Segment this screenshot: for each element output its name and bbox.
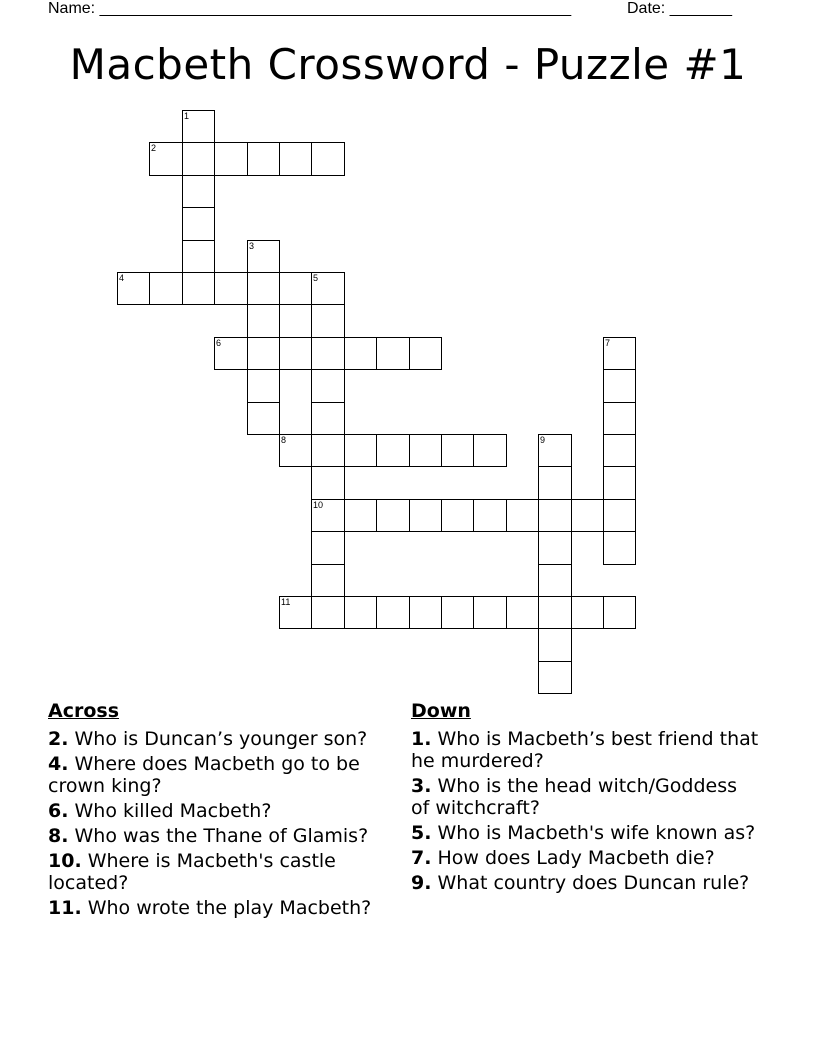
- clue-number: 5.: [411, 822, 432, 844]
- grid-cell[interactable]: [473, 596, 507, 629]
- grid-cell[interactable]: [182, 207, 215, 241]
- cell-number: 6: [216, 338, 222, 348]
- grid-cell[interactable]: [149, 272, 183, 305]
- grid-cell[interactable]: [279, 142, 312, 176]
- across-clue: [48, 800, 398, 822]
- cell-number: 2: [151, 143, 157, 153]
- clue-text: Who killed Macbeth?: [68, 800, 272, 822]
- grid-cell[interactable]: [603, 434, 636, 467]
- grid-cell[interactable]: [311, 142, 345, 176]
- grid-cell[interactable]: [473, 499, 507, 532]
- clue-number: 9.: [411, 872, 432, 894]
- across-clue: [48, 825, 398, 847]
- grid-cell[interactable]: [506, 499, 539, 532]
- down-clue: [411, 822, 761, 844]
- grid-cell[interactable]: [409, 499, 442, 532]
- clue-text: Who is Duncan’s younger son?: [68, 728, 368, 750]
- grid-cell[interactable]: [538, 499, 572, 532]
- grid-cell[interactable]: [311, 304, 345, 338]
- grid-cell[interactable]: [603, 402, 636, 435]
- clue-number: 2.: [48, 728, 69, 750]
- cell-number: 7: [605, 338, 611, 348]
- down-clue: [411, 728, 761, 772]
- grid-cell[interactable]: [376, 337, 410, 370]
- across-heading: Across: [48, 700, 120, 722]
- clue-text: Who wrote the play Macbeth?: [81, 897, 372, 919]
- grid-cell[interactable]: [441, 499, 474, 532]
- down-clues: [411, 700, 761, 897]
- clue-text: How does Lady Macbeth die?: [431, 847, 715, 869]
- grid-cell[interactable]: [311, 337, 345, 370]
- across-clue: [48, 753, 398, 797]
- grid-cell[interactable]: [247, 337, 280, 370]
- grid-cell[interactable]: [409, 596, 442, 629]
- grid-cell[interactable]: [182, 175, 215, 208]
- grid-cell[interactable]: [182, 142, 215, 176]
- grid-cell[interactable]: [538, 596, 572, 629]
- grid-cell[interactable]: [214, 142, 248, 176]
- clue-text: Where is Macbeth's castle located?: [48, 850, 336, 894]
- cell-number: 4: [119, 273, 125, 283]
- grid-cell[interactable]: [311, 596, 345, 629]
- grid-cell[interactable]: [311, 434, 345, 467]
- grid-cell[interactable]: [344, 434, 377, 467]
- grid-cell[interactable]: [344, 499, 377, 532]
- grid-cell[interactable]: [571, 499, 604, 532]
- down-clue: [411, 775, 761, 819]
- grid-cell[interactable]: [214, 272, 248, 305]
- grid-cell[interactable]: [311, 564, 345, 597]
- grid-cell[interactable]: [279, 337, 312, 370]
- clue-number: 3.: [411, 775, 432, 797]
- clue-text: Who is Macbeth's wife known as?: [431, 822, 756, 844]
- grid-cell[interactable]: [603, 596, 636, 629]
- clue-text: Who is Macbeth’s best friend that he murdered?: [411, 728, 759, 772]
- clue-number: 11.: [48, 897, 82, 919]
- across-clue: [48, 897, 398, 919]
- grid-cell[interactable]: [182, 240, 215, 273]
- page-title: Macbeth Crossword - Puzzle #1: [69, 40, 747, 89]
- grid-cell[interactable]: [376, 596, 410, 629]
- grid-cell[interactable]: [376, 434, 410, 467]
- across-clue: [48, 850, 398, 894]
- clue-text: What country does Duncan rule?: [431, 872, 750, 894]
- grid-cell[interactable]: [247, 402, 280, 435]
- grid-cell[interactable]: [603, 466, 636, 500]
- clue-text: Who was the Thane of Glamis?: [68, 825, 369, 847]
- grid-cell[interactable]: [603, 369, 636, 403]
- grid-cell[interactable]: [344, 596, 377, 629]
- grid-cell[interactable]: [506, 596, 539, 629]
- grid-cell[interactable]: [409, 337, 442, 370]
- grid-cell[interactable]: [182, 272, 215, 305]
- across-clues: [48, 700, 398, 922]
- clue-number: 6.: [48, 800, 69, 822]
- grid-cell[interactable]: [603, 499, 636, 532]
- grid-cell[interactable]: [247, 304, 280, 338]
- grid-cell[interactable]: [247, 369, 280, 403]
- across-clue: [48, 728, 398, 750]
- clue-text: Who is the head witch/Goddess of witchcraft?: [411, 775, 738, 819]
- grid-cell[interactable]: [311, 369, 345, 403]
- grid-cell[interactable]: [344, 337, 377, 370]
- grid-cell[interactable]: [538, 564, 572, 597]
- grid-cell[interactable]: [603, 531, 636, 565]
- cell-number: 3: [249, 241, 255, 251]
- grid-cell[interactable]: [279, 272, 312, 305]
- grid-cell[interactable]: [247, 272, 280, 305]
- clue-number: 7.: [411, 847, 432, 869]
- grid-cell[interactable]: [441, 596, 474, 629]
- down-clue: [411, 847, 761, 869]
- grid-cell[interactable]: [441, 434, 474, 467]
- down-clue: [411, 872, 761, 894]
- grid-cell[interactable]: [538, 466, 572, 500]
- grid-cell[interactable]: [538, 661, 572, 694]
- grid-cell[interactable]: [247, 142, 280, 176]
- grid-cell[interactable]: [538, 531, 572, 565]
- cell-number: 10: [313, 500, 324, 510]
- clue-number: 10.: [48, 850, 82, 872]
- grid-cell[interactable]: [311, 466, 345, 500]
- cell-number: 11: [281, 597, 291, 607]
- cell-number: 5: [313, 273, 319, 283]
- down-heading: Down: [411, 700, 471, 722]
- grid-cell[interactable]: [571, 596, 604, 629]
- grid-cell[interactable]: [311, 531, 345, 565]
- clue-number: 1.: [411, 728, 432, 750]
- cell-number: 1: [184, 111, 190, 121]
- cell-number: 9: [540, 435, 546, 445]
- clue-text: Where does Macbeth go to be crown king?: [48, 753, 360, 797]
- date-line: Date: _______: [627, 0, 732, 17]
- clue-number: 4.: [48, 753, 69, 775]
- name-line: Name: _____________________________________________________: [48, 0, 572, 17]
- grid-cell[interactable]: [473, 434, 507, 467]
- grid-cell[interactable]: [376, 499, 410, 532]
- cell-number: 8: [281, 435, 287, 445]
- clue-number: 8.: [48, 825, 69, 847]
- grid-cell[interactable]: [409, 434, 442, 467]
- grid-cell[interactable]: [538, 628, 572, 662]
- grid-cell[interactable]: [311, 402, 345, 435]
